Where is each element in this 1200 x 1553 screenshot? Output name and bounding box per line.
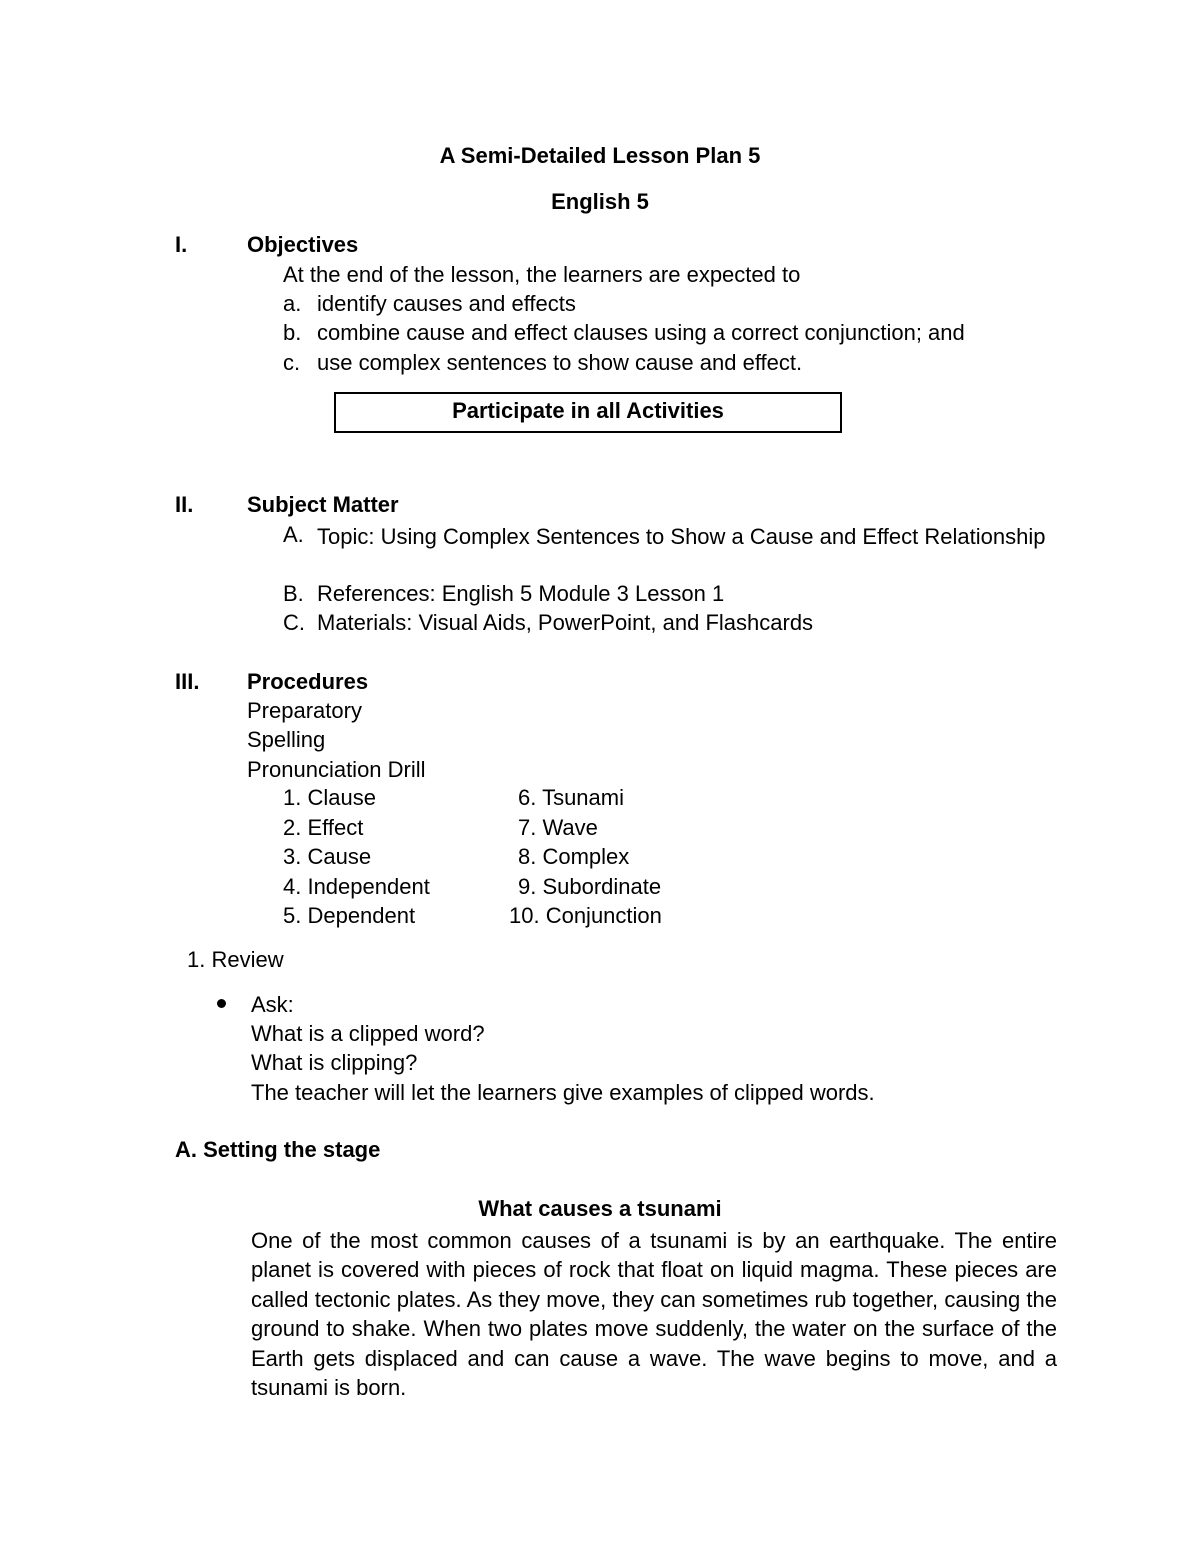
drill-word: 2. Effect — [283, 815, 364, 840]
section-heading-procedures: Procedures — [247, 669, 369, 694]
drill-word: 7. Wave — [518, 815, 598, 840]
drill-word: 3. Cause — [283, 844, 372, 869]
review-ask: Ask: — [251, 992, 294, 1017]
reading-paragraph: One of the most common causes of a tsunami is by an earthquake. The entire planet is covered with pieces of rock that float on liquid magma. These pieces are called tectonic plates. As they move, they can sometimes rub together, causing the ground to shake. When two plates move suddenly, the water on the surface of the Earth gets displaced and can cause a wave. The wave begins to move, and a tsunami is born. — [251, 1228, 1057, 1401]
review-question: What is a clipped word? — [251, 1021, 485, 1046]
drill-word: 4. Independent — [283, 874, 430, 899]
drill-word: 5. Dependent — [283, 903, 416, 928]
section-heading-subject-matter: Subject Matter — [247, 492, 399, 517]
subject-marker: C. — [283, 610, 305, 635]
section-numeral-procedures: III. — [175, 669, 200, 694]
subject-topic-text: Topic: Using Complex Sentences to Show a Cause and Effect Relationship — [317, 524, 1046, 549]
drill-word: 6. Tsunami — [518, 785, 624, 810]
bullet-icon — [217, 999, 226, 1008]
document-title: A Semi-Detailed Lesson Plan 5 — [439, 143, 761, 168]
participation-box: Participate in all Activities — [334, 392, 842, 433]
subject-references-text: References: English 5 Module 3 Lesson 1 — [317, 581, 725, 606]
subject-materials-text: Materials: Visual Aids, PowerPoint, and Flashcards — [317, 610, 814, 635]
section-numeral-objectives: I. — [175, 232, 188, 257]
procedure-line: Pronunciation Drill — [247, 757, 426, 782]
objective-text: combine cause and effect clauses using a correct conjunction; and — [317, 320, 965, 345]
setting-stage-heading: A. Setting the stage — [175, 1137, 381, 1162]
drill-word: 10. Conjunction — [509, 903, 662, 928]
subject-marker: B. — [283, 581, 304, 606]
objective-text: identify causes and effects — [317, 291, 576, 316]
procedure-line: Spelling — [247, 727, 326, 752]
drill-word: 1. Clause — [283, 785, 376, 810]
drill-word: 9. Subordinate — [518, 874, 662, 899]
document-subtitle: English 5 — [551, 189, 649, 214]
drill-word: 8. Complex — [518, 844, 630, 869]
review-label: 1. Review — [187, 947, 284, 972]
procedure-line: Preparatory — [247, 698, 362, 723]
section-heading-objectives: Objectives — [247, 232, 359, 257]
reading-title: What causes a tsunami — [478, 1196, 722, 1221]
review-question: What is clipping? — [251, 1050, 418, 1075]
subject-marker: A. — [283, 522, 304, 547]
objective-marker: c. — [283, 350, 301, 375]
objective-text: use complex sentences to show cause and effect. — [317, 350, 803, 375]
objectives-intro: At the end of the lesson, the learners are expected to — [283, 262, 801, 287]
objective-marker: a. — [283, 291, 302, 316]
section-numeral-subject-matter: II. — [175, 492, 194, 517]
objective-marker: b. — [283, 320, 302, 345]
review-instruction: The teacher will let the learners give examples of clipped words. — [251, 1080, 875, 1105]
